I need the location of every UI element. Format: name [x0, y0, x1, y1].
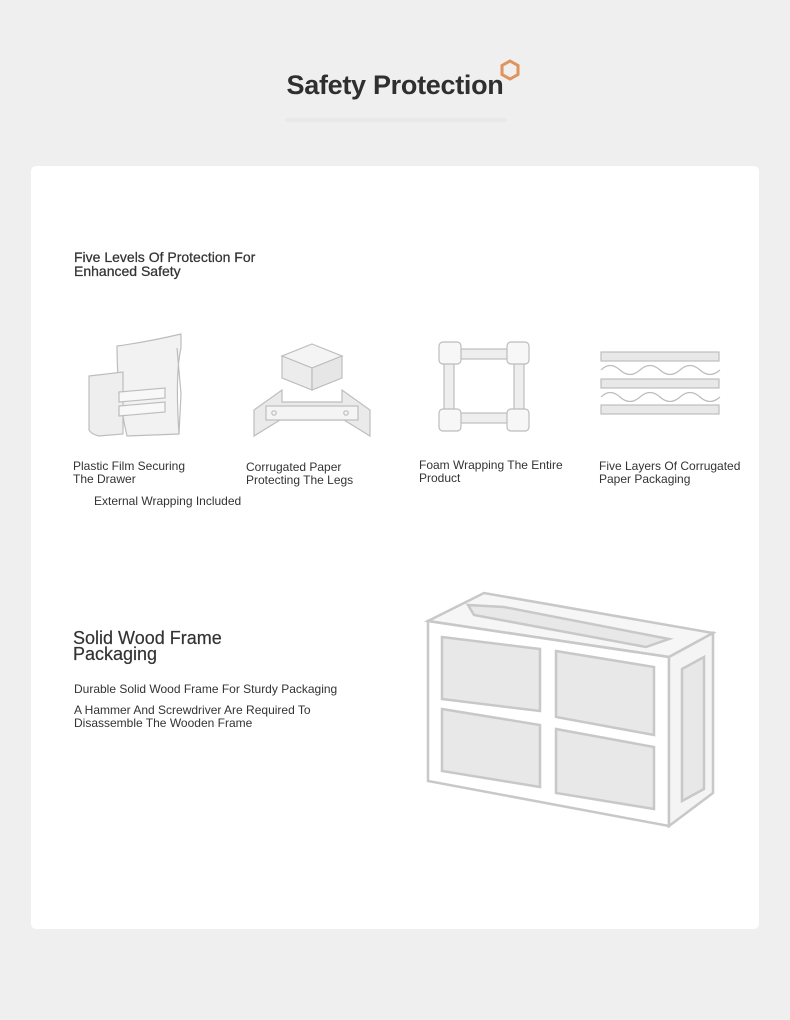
wood-frame-desc-1: Durable Solid Wood Frame For Sturdy Packaging: [74, 682, 338, 696]
wood-frame-heading: Solid Wood Frame Packaging: [73, 628, 222, 664]
content-card: [31, 166, 759, 929]
caption-plastic-film: Plastic Film Securing The Drawer: [73, 459, 186, 486]
caption-corrugated-legs: Corrugated Paper Protecting The Legs: [246, 460, 354, 487]
wooden-crate-icon: [426, 591, 716, 827]
external-wrapping-note: External Wrapping Included: [94, 494, 242, 508]
corrugated-leg-corner-icon: [252, 342, 372, 438]
hexagon-icon: [499, 59, 521, 81]
corrugated-layers-icon: [600, 351, 720, 417]
title-underline: [285, 118, 507, 122]
protection-heading: Five Levels Of Protection For Enhanced Safety: [74, 249, 256, 279]
foam-frame-icon: [438, 341, 530, 433]
caption-foam-wrapping: Foam Wrapping The Entire Product: [419, 458, 563, 485]
caption-five-layers: Five Layers Of Corrugated Paper Packaging: [599, 459, 741, 486]
page-title: Safety Protection: [286, 70, 504, 100]
plastic-film-drawer-icon: [87, 334, 183, 438]
wood-frame-desc-2: A Hammer And Screwdriver Are Required To Disassemble The Wooden Frame: [74, 703, 311, 730]
